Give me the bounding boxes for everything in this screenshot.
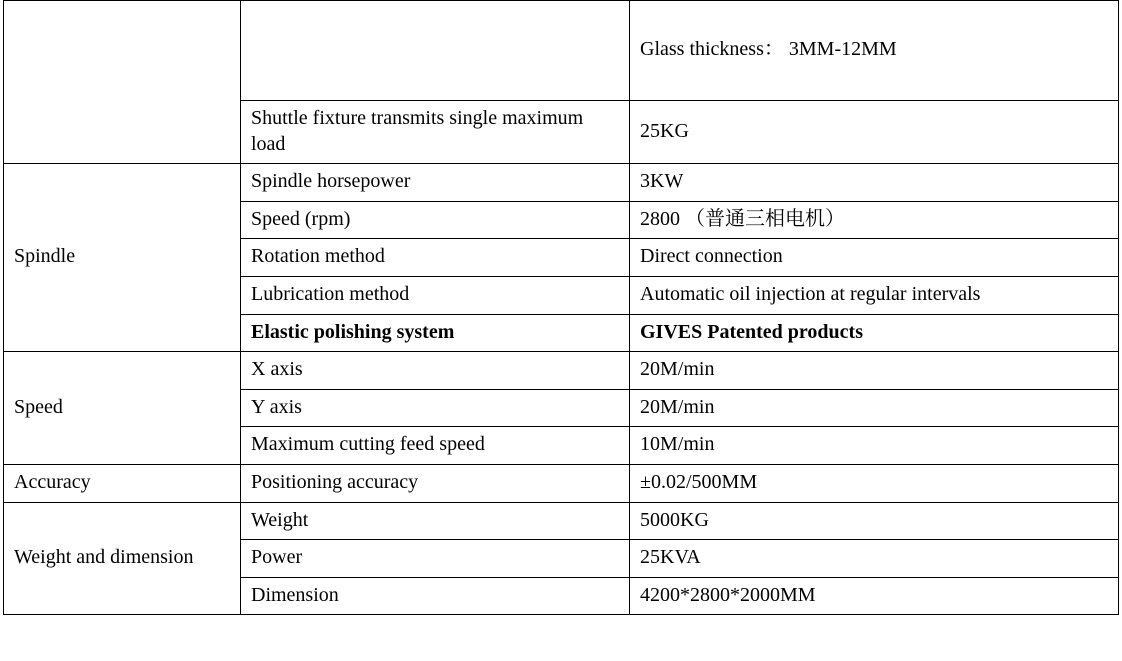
value-cell: 10M/min [630, 427, 1119, 465]
table-row [4, 1, 1119, 101]
value-cell: 25KVA [630, 540, 1119, 578]
table-row [4, 464, 1119, 502]
group-cell-speed: Speed [4, 352, 241, 465]
param-cell [241, 1, 630, 101]
value-cell: 25KG [630, 101, 1119, 164]
param-cell: Maximum cutting feed speed [241, 427, 630, 465]
param-cell: Elastic polishing system [241, 314, 630, 352]
value-cell: ±0.02/500MM [630, 464, 1119, 502]
group-cell-blank [4, 1, 241, 164]
param-cell: Rotation method [241, 239, 630, 277]
param-cell: Lubrication method [241, 276, 630, 314]
param-cell: Dimension [241, 577, 630, 615]
table-row [4, 164, 1119, 202]
group-cell-weight-and-dimension: Weight and dimension [4, 502, 241, 615]
value-cell: GIVES Patented products [630, 314, 1119, 352]
param-cell: Shuttle fixture transmits single maximum load [241, 101, 630, 164]
param-cell: Spindle horsepower [241, 164, 630, 202]
param-cell: Weight [241, 502, 630, 540]
param-cell: Y axis [241, 389, 630, 427]
value-cell: 20M/min [630, 389, 1119, 427]
value-cell: Automatic oil injection at regular intervals [630, 276, 1119, 314]
param-cell: X axis [241, 352, 630, 390]
value-cell: 20M/min [630, 352, 1119, 390]
value-cell: 3KW [630, 164, 1119, 202]
table-row [4, 502, 1119, 540]
param-cell: Speed (rpm) [241, 201, 630, 239]
specification-table [3, 0, 1119, 615]
value-cell: Direct connection [630, 239, 1119, 277]
group-cell-spindle: Spindle [4, 164, 241, 352]
table-body [4, 1, 1119, 615]
param-cell: Positioning accuracy [241, 464, 630, 502]
value-cell: 5000KG [630, 502, 1119, 540]
table-row [4, 352, 1119, 390]
group-cell-accuracy: Accuracy [4, 464, 241, 502]
value-cell: 4200*2800*2000MM [630, 577, 1119, 615]
value-cell: 2800 （普通三相电机） [630, 201, 1119, 239]
param-cell: Power [241, 540, 630, 578]
value-cell: Glass thickness： 3MM-12MM [630, 1, 1119, 101]
